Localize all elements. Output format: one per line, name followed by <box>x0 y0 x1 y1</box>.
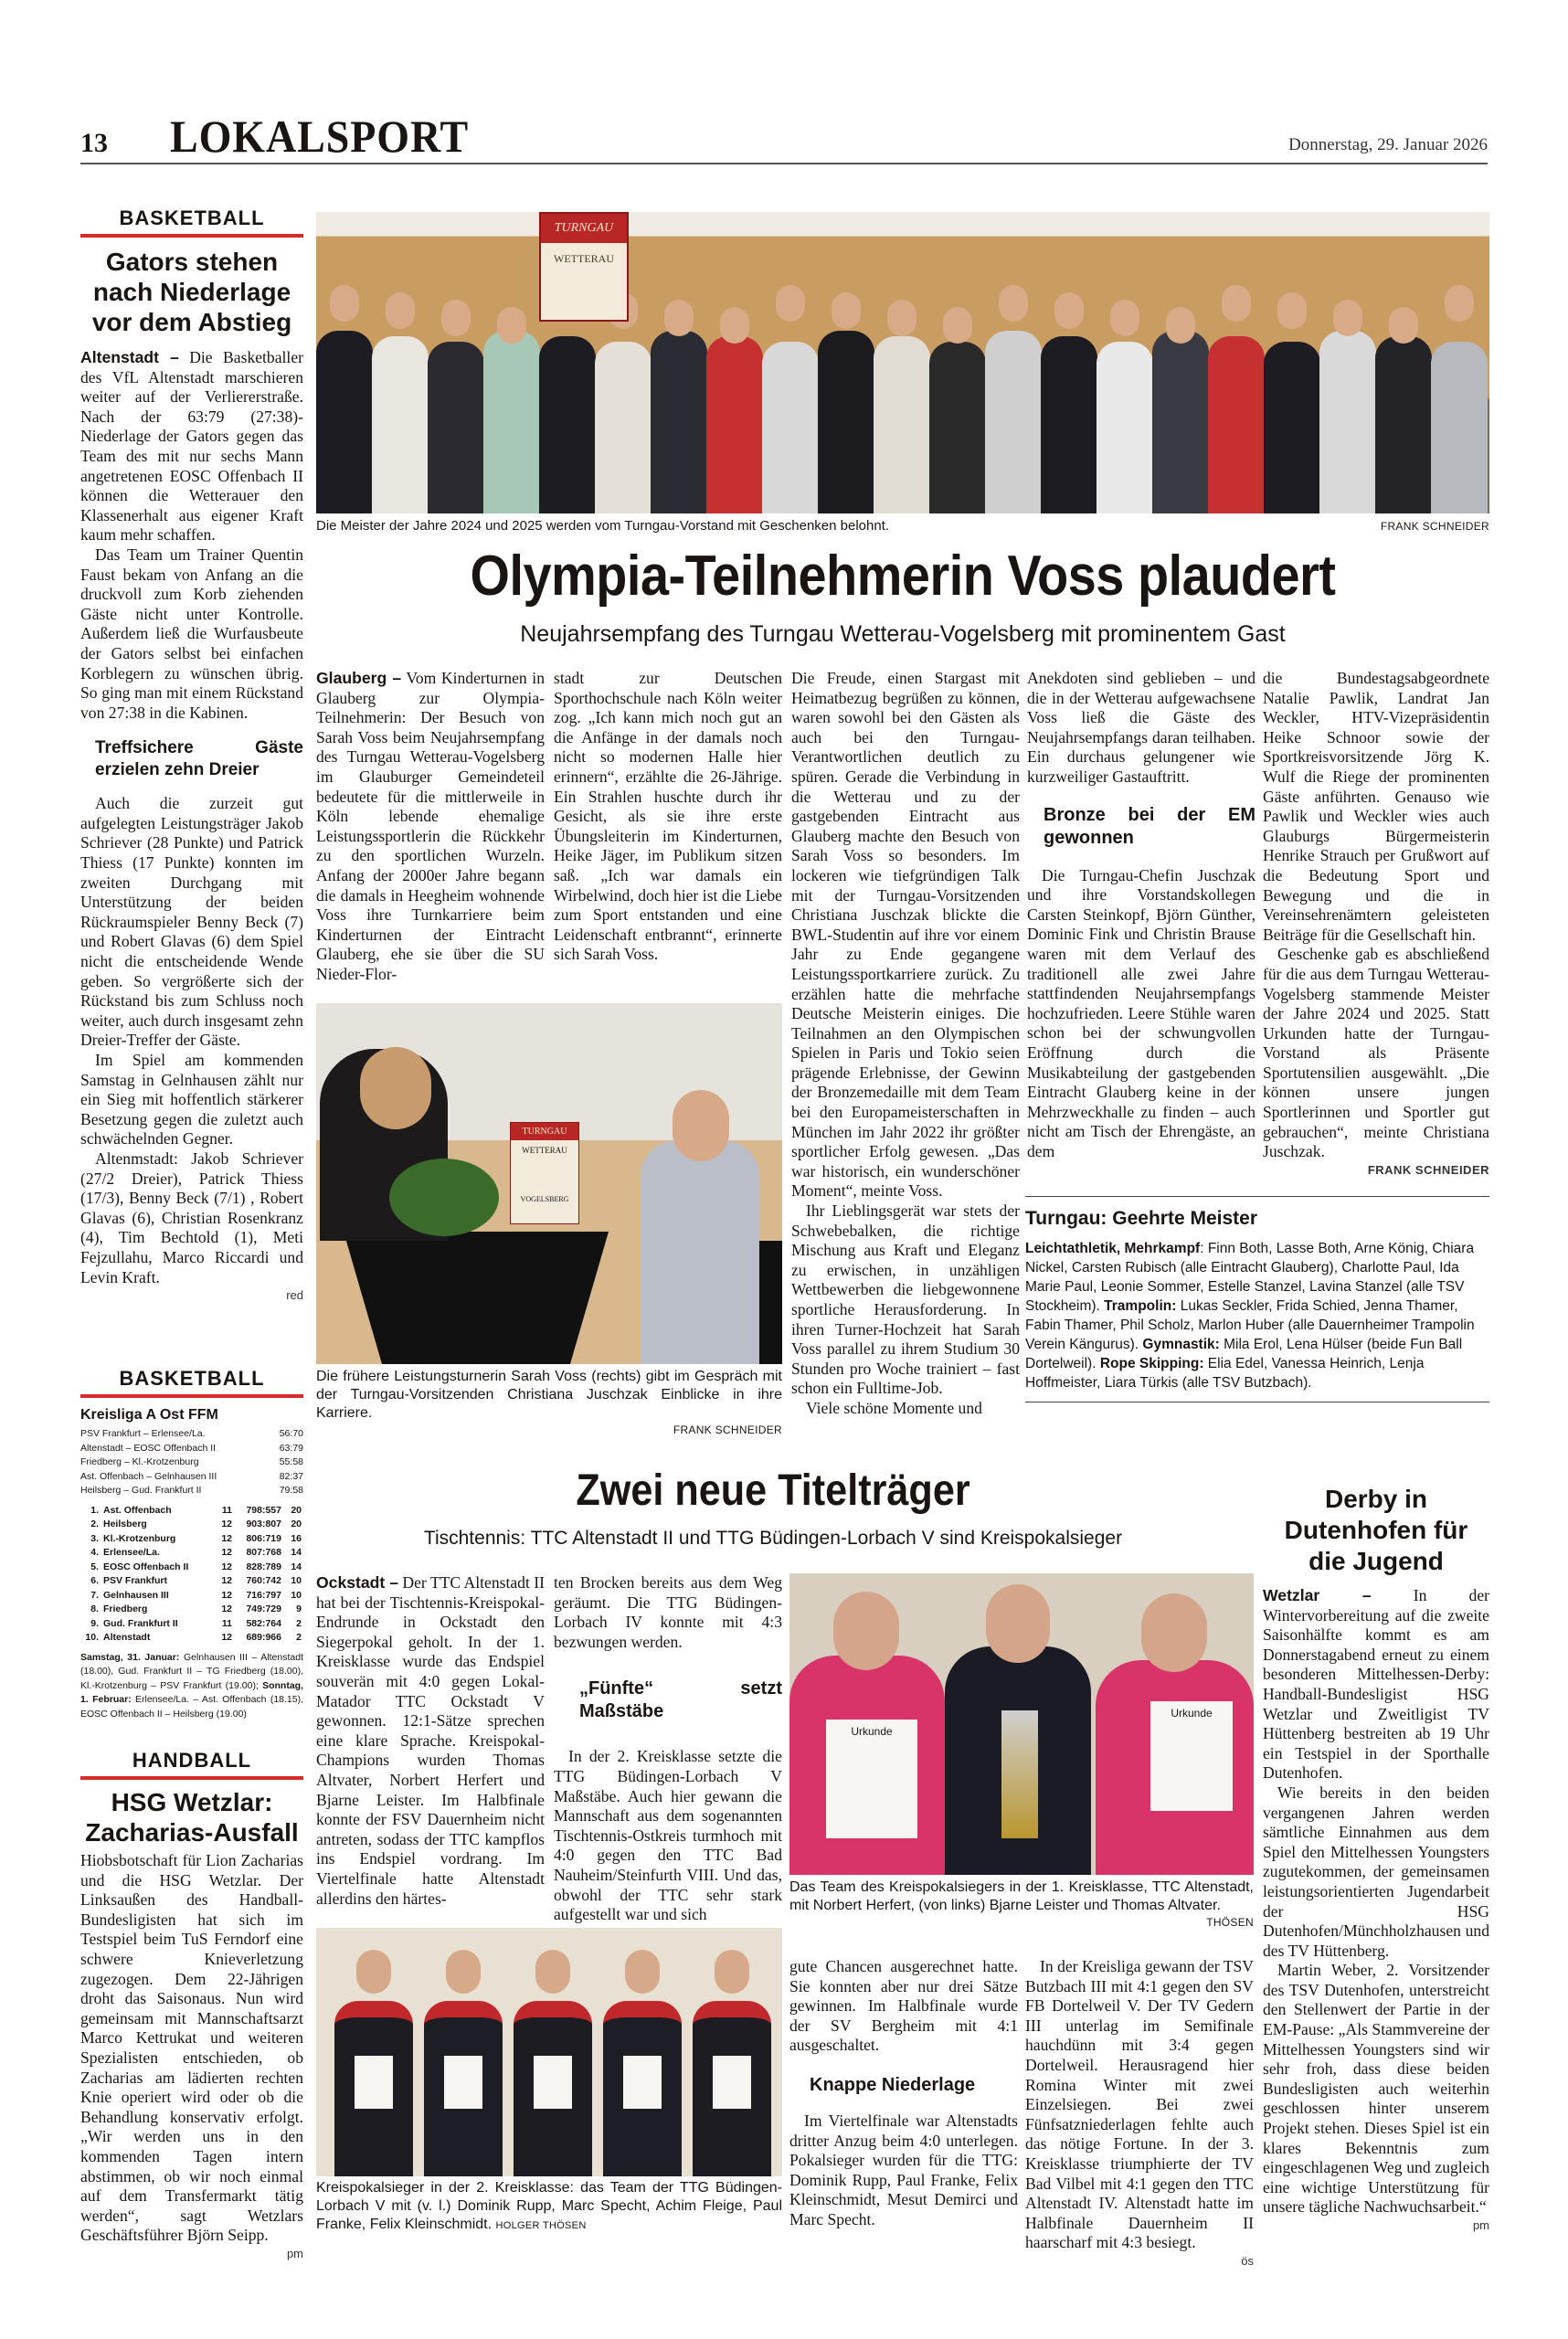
standings-row <box>80 1589 303 1603</box>
olympia-col-5 <box>1263 669 1489 1179</box>
banner-text-3: VOGELSBERG <box>520 1195 569 1203</box>
subhead: Knappe Niederlage <box>810 2074 976 2095</box>
paragraph: Vom Kinderturnen in Glauberg zur Olympia-Teilnehmerin: Der Besuch von Sarah Voss beim Neujahrsempfang des Turngau Wetterau-Vogelsberg im Glauburger Gemeindeteil bedeutete für die mittlerweile in Köln lebende ehemalige Leistungssportlerin die Rückkehr zu den sportlichen Wurzeln. Anfang der 2000er Jahre begann die damals in Heegheim wohnende Voss ihre Turnkarriere beim Kinderturnen der Eintracht Glauberg, ehe sie über die SU Nieder-Flor- <box>316 669 545 983</box>
person <box>1319 331 1376 513</box>
person <box>428 342 484 513</box>
result-row <box>80 1427 303 1442</box>
dateline: Ockstadt – <box>316 1573 398 1592</box>
person-head <box>664 300 694 336</box>
person-head <box>441 300 471 336</box>
standings-team: PSV Frankfurt <box>103 1575 168 1586</box>
result-match: Altenstadt – EOSC Offenbach II <box>80 1442 217 1454</box>
standings-games: 12 <box>221 1547 232 1558</box>
result-match: PSV Frankfurt – Erlensee/La. <box>80 1428 206 1439</box>
standings-points: 2 <box>296 1617 302 1629</box>
person-head <box>1110 300 1139 336</box>
result-score: 56:70 <box>279 1428 303 1439</box>
person-head <box>715 1950 749 1994</box>
dateline: Glauberg – <box>316 669 402 687</box>
standings-row <box>80 1561 303 1575</box>
certificate <box>444 2056 482 2109</box>
person <box>316 331 373 513</box>
standings-points: 10 <box>291 1589 302 1601</box>
banner-text-2: WETTERAU <box>554 252 614 265</box>
subheadline-olympia: Neujahrsempfang des Turngau Wetterau-Vogelsberg mit prominentem Gast <box>520 621 1286 647</box>
league-title: Kreisliga A Ost FFM <box>80 1407 218 1423</box>
standings-games: 12 <box>221 1603 232 1614</box>
podium-left <box>344 1232 609 1364</box>
olympia-col-4 <box>1027 669 1255 1161</box>
person-right <box>641 1140 759 1364</box>
person <box>1041 336 1097 513</box>
person-head <box>1277 292 1307 329</box>
paragraph: Anekdoten sind geblieben – und die in der Wetterau aufgewachsene Voss ließ die Gäste des Neujahrsempfangs daran teilhaben. Ein durchaus gelungener wie kurzweiliger Gastauftritt. <box>1027 669 1255 786</box>
photo-credit: FRANK SCHNEIDER <box>1380 520 1489 533</box>
photo-ttg-buedingen <box>316 1928 782 2176</box>
person-head <box>720 307 749 344</box>
result-match: Heilsberg – Gud. Frankfurt II <box>80 1485 202 1496</box>
paragraph: Die Basketballer des VfL Altenstadt marschieren weiter auf der Verliererstraße. Nach der 63:79 (27:38)-Niederlage der Gators gegen das Team des mit nur sechs Mann angetretenen EOSC Offenbach II können die Wetterauer den Klassenerhalt aus eigener Kraft kaum mehr schaffen. <box>80 348 303 545</box>
photo-ttc-altenstadt <box>789 1573 1254 1875</box>
person-head <box>943 307 972 344</box>
standings-team: Kl.-Krotzenburg <box>103 1532 176 1544</box>
standings-games: 11 <box>221 1617 232 1629</box>
person-head <box>1166 307 1195 344</box>
certificate-text: Urkunde <box>1171 1707 1213 1720</box>
trophy <box>1001 1710 1038 1838</box>
meister-box <box>1025 1196 1489 1402</box>
article-derby <box>1263 1484 1489 2234</box>
subheadline-tt: Tischtennis: TTC Altenstadt II und TTG Büdingen-Lorbach V sind Kreispokalsieger <box>423 1528 1123 1549</box>
photo-credit: FRANK SCHNEIDER <box>673 1424 782 1436</box>
certificate <box>1150 1701 1233 1811</box>
standings-team: Erlensee/La. <box>103 1547 160 1558</box>
standings-points: 2 <box>296 1632 302 1643</box>
article-body <box>80 1851 303 2262</box>
standings-row <box>80 1603 303 1617</box>
certificate-text: Urkunde <box>851 1725 893 1738</box>
olympia-col-2 <box>554 669 782 965</box>
standings-points-diff: 903:807 <box>246 1519 281 1529</box>
result-score: 63:79 <box>279 1442 303 1454</box>
standings-rank: 4. <box>90 1547 99 1558</box>
photo-caption <box>316 2179 782 2235</box>
paragraph: Martin Weber, 2. Vorsitzender des TSV Dutenhofen, unterstreicht den Stellenwert der Partie in der EM-Pause: „Als Stammvereine der Mittelhessen Youngsters sind wir sehr froh, dass diese beiden Bundesligisten auch weiterhin geschlossen hinter unserem Projekt stehen. Dieses Spiel ist ein klares Bekenntnis zum eingeschlagenen Weg und zugleich eine wichtige Unterstützung für unsere tägliche Nachwuchsarbeit.“ <box>1263 1961 1489 2217</box>
olympia-col-1 <box>316 669 545 985</box>
photo-caption <box>789 1879 1254 1930</box>
standings-points: 14 <box>291 1561 302 1572</box>
standings-points-diff: 807:768 <box>246 1547 281 1558</box>
person <box>595 342 652 513</box>
category-label: Rope Skipping: <box>1099 1356 1204 1371</box>
standings-team: Ast. Offenbach <box>103 1504 172 1516</box>
standings-games: 11 <box>221 1504 232 1516</box>
tt-col-4 <box>1025 1957 1254 2270</box>
article-handball <box>80 1749 303 2262</box>
person <box>651 331 707 513</box>
standings-row <box>80 1532 303 1547</box>
paragraph: Die Freude, einen Stargast mit Heimatbezug begrüßen zu können, waren sowohl bei den Gästen als auch bei den Turngau-Verantwortlichen deutlich zu spüren. Gerade die Verbindung in die Wetterau und zu der gastgebenden Eintracht aus Glauberg machte den Besuch von Sarah Voss so besonders. Im lockeren wie tiefgründigen Talk mit der Turngau-Vorsitzenden Christiana Juschzak blickte die BWL-Studentin auf ihre vor einem Jahr zu Ende gegangene Leistungssportkarriere zurück. Zu erzählen hatte die mehrfache Deutsche Meisterin einiges. Die Teilnahmen an den Olympischen Spielen in Paris und Tokio seien prägende Erlebnisse, der Gewinn der Bronzemedaille mit dem Team bei den Europameisterschaften in München im Jahr 2022 ihr größter sportlicher Erfolg gewesen. „Das war historisch, ein wunderschöner Moment“, meinte Voss. <box>791 669 1020 1201</box>
tt-col-2 <box>554 1573 782 1925</box>
person <box>1431 342 1488 513</box>
fixtures-saturday-label: Samstag, 31. Januar: <box>80 1651 180 1663</box>
person <box>1375 336 1432 513</box>
person-head <box>446 1950 481 1994</box>
standings-team: Heilsberg <box>103 1519 147 1529</box>
photo-credit: THÖSEN <box>1206 1916 1254 1929</box>
standings-points: 10 <box>291 1575 302 1586</box>
person-head <box>1222 285 1251 322</box>
person <box>874 336 930 513</box>
person-left-head <box>360 1047 431 1129</box>
banner <box>510 1122 579 1224</box>
standings-points-diff: 828:789 <box>246 1561 281 1572</box>
results-list <box>80 1427 303 1498</box>
standings-rank: 3. <box>90 1532 99 1544</box>
dateline: Wetzlar – <box>1263 1586 1372 1604</box>
author: FRANK SCHNEIDER <box>1367 1162 1489 1177</box>
meister-list <box>1025 1239 1489 1392</box>
headline-handball: HSG Wetzlar: Zacharias-Ausfall <box>85 1788 299 1847</box>
headline-tt: Zwei neue Titelträger <box>576 1466 970 1515</box>
standings-row <box>80 1518 303 1532</box>
result-score: 55:58 <box>279 1456 303 1467</box>
certificate <box>534 2056 572 2109</box>
result-match: Ast. Offenbach – Gelnhausen III <box>80 1470 217 1482</box>
standings-table <box>80 1504 303 1646</box>
person-head <box>887 300 916 336</box>
category-names: Elia Edel, Vanessa Heinrich, Lenja Hoffmeister, Liara Türkis (alle TSV Butzbach). <box>1025 1356 1425 1391</box>
photo-credit: HOLGER THÖSEN <box>495 2220 587 2231</box>
result-match: Friedberg – Kl.-Krotzenburg <box>80 1456 199 1467</box>
meister-title: Turngau: Geehrte Meister <box>1025 1208 1257 1229</box>
standings-points-diff: 749:729 <box>246 1603 281 1614</box>
standings-rank: 5. <box>90 1561 99 1572</box>
dateline: Altenstadt – <box>80 348 179 366</box>
fixtures-sunday-label: Sonntag, 1. Februar: <box>80 1679 303 1705</box>
person <box>818 331 874 513</box>
tt-col-1 <box>316 1573 545 1909</box>
paragraph: In der 2. Kreisklasse setzte die TTG Büdingen-Lorbach V Maßstäbe. Auch hier gewann die Mannschaft aus dem sogenannten Tischtennis-Ostkreis turmhoch mit 4:0 gegen den TTC Bad Nauheim/Steinfurth VIII. Und das, obwohl der TTC sehr stark aufgestellt war und sich <box>554 1747 782 1924</box>
page-number: 13 <box>80 128 108 158</box>
person <box>929 342 986 513</box>
paragraph: stadt zur Deutschen Sporthochschule nach Köln weiter zog. „Ich kann mich noch gut an die Anfänge in der damals noch nicht so modernen Halle hier erinnern“, erzählte die 26-Jährige. Ein Strahlen huschte durch ihr Gesicht, als sie ihre erste Übungsleiterin im Kinderturnen, Heike Jäger, im Publikum sitzen saß. „Ich war damals ein Wirbelwind, doch hier ist die Liebe zum Sport entstanden und eine Leidenschaft entbrannt“, erinnerte sich Sarah Voss. <box>554 669 782 964</box>
paragraph: Das Team um Trainer Quentin Faust bekam von Anfang an die druckvoll zum Korb ziehenden Gäste nicht unter Kontrolle. Außerdem ließ die Wurfausbeute der Gators selbst bei einfachen Korblegern zu wünschen übrig. So ging man mit einem Rückstand von 27:38 in die Kabinen. <box>80 545 303 722</box>
standings-team: Friedberg <box>103 1603 148 1614</box>
paragraph: Im Viertelfinale war Altenstadts dritter Anzug beim 4:0 unterlegen. Pokalsieger wurden für die TTG: Dominik Rupp, Paul Franke, Felix Kleinschmidt, Mesut Demirci und Marc Specht. <box>789 2111 1018 2228</box>
category-names: Lukas Seckler, Frida Schied, Jenna Thamer, Fabin Thamer, Phil Scholz, Marlon Huber (alle Dauernheimer Trampolin Verein Kängurus). <box>1025 1298 1475 1352</box>
paragraph: ten Brocken bereits aus dem Weg geräumt. Die TTG Büdingen-Lorbach IV konnte mit 4:3 bezwungen werden. <box>554 1573 782 1651</box>
person-head <box>497 307 526 344</box>
kicker-handball: HANDBALL <box>80 1749 303 1780</box>
banner-text: TURNGAU <box>511 1123 578 1140</box>
category-label: Trampolin: <box>1104 1298 1177 1314</box>
head <box>986 1584 1050 1663</box>
standings-team: Gud. Frankfurt II <box>103 1617 178 1629</box>
caption-text: Die frühere Leistungsturnerin Sarah Voss (rechts) gibt im Gespräch mit der Turngau-Vorsitzenden Christiana Juschzak Einblicke in ihre Karriere. <box>316 1369 782 1421</box>
olympia-col-3 <box>791 669 1020 1419</box>
certificate <box>713 2056 751 2109</box>
standings-games: 12 <box>221 1561 232 1572</box>
subhead: Treffsichere Gäste erzielen zehn Dreier <box>95 738 303 780</box>
certificate <box>355 2056 393 2109</box>
standings-points: 9 <box>296 1603 302 1614</box>
person-head <box>1445 285 1474 322</box>
person <box>985 331 1042 513</box>
subhead: Bronze bei der EM gewonnen <box>1044 804 1255 848</box>
certificate <box>826 1720 917 1838</box>
standings-points-diff: 806:719 <box>246 1532 281 1544</box>
masthead <box>80 108 1488 164</box>
person-head <box>776 285 805 322</box>
headline-derby: Derby in Dutenhofen für die Jugend <box>1284 1485 1468 1575</box>
caption-text: Die Meister der Jahre 2024 und 2025 werden vom Turngau-Vorstand mit Geschenken belohnt. <box>316 518 890 534</box>
standings-points-diff: 582:764 <box>246 1617 281 1629</box>
headline-olympia: Olympia-Teilnehmerin Voss plaudert <box>470 545 1336 608</box>
standings-team: EOSC Offenbach II <box>103 1561 189 1572</box>
paragraph: Der TTC Altenstadt II hat bei der Tischtennis-Kreispokal-Endrunde in Ockstadt den Siegerpokal geholt. In der 1. Kreisklasse wurde das Endspiel souverän mit 4:0 gegen Lokal-Matador TTC Ockstadt V gewonnen. 12:1-Sätze sprechen eine klare Sprache. Kreispokal-Champions wurden Thomas Altvater, Norbert Herfert und Bjarne Leister. Im Halbfinale konnte der FSV Dauernheim nicht antreten, sodass der TTC kampflos ins Endspiel vordrang. Im Viertelfinale hatte Altenstadt allerdins den härtes- <box>316 1573 545 1908</box>
result-score: 82:37 <box>279 1470 303 1482</box>
person <box>539 336 596 513</box>
person <box>762 342 819 513</box>
fixtures-saturday: Gelnhausen III – Altenstadt (18.00), Gud. Frankfurt II – TG Friedberg (18.00), Kl.-Krotzenburg – PSV Frankfurt (19.00); <box>80 1651 303 1691</box>
standings-rank: 9. <box>90 1617 99 1629</box>
standings-points: 14 <box>291 1547 302 1558</box>
caption-text: Kreispokalsieger in der 2. Kreisklasse: das Team der TTG Büdingen-Lorbach V mit (v. l.) Dominik Rupp, Marc Specht, Achim Fleige, Paul Franke, Felix Kleinschmidt. <box>316 2180 782 2232</box>
section-title: LOKALSPORT <box>170 111 470 162</box>
signature: pm <box>1472 2218 1489 2232</box>
person-head <box>1333 300 1362 336</box>
category-label: Gymnastik: <box>1142 1337 1220 1352</box>
standings-row <box>80 1574 303 1589</box>
standings-rank: 7. <box>90 1589 99 1601</box>
kicker-basketball: BASKETBALL <box>80 206 303 238</box>
person-right-head <box>673 1090 729 1161</box>
result-row <box>80 1484 303 1498</box>
fixtures <box>80 1651 303 1722</box>
flowers <box>389 1159 499 1236</box>
certificate <box>623 2056 662 2109</box>
paragraph: In der Wintervorbereitung auf die zweite Saisonhälfte kommt es am Donnerstagabend erneut zu einem besonderen Mittelhessen-Derby: Handball-Bundesligist HSG Wetzlar und Zweitligist TV Hüttenberg bestreiten ab 19 Uhr ein Testspiel in der Sporthalle Dutenhofen. <box>1263 1586 1489 1783</box>
issue-date: Donnerstag, 29. Januar 2026 <box>1288 135 1488 154</box>
tt-col-3 <box>789 1957 1018 2230</box>
person-head <box>330 285 359 322</box>
person-head <box>1054 292 1084 329</box>
signature: pm <box>286 2246 303 2260</box>
standings-row <box>80 1546 303 1561</box>
standings-rank: 2. <box>90 1519 99 1529</box>
kicker-basketball-2: BASKETBALL <box>80 1367 303 1398</box>
standings-rank: 1. <box>90 1504 99 1516</box>
person-head <box>535 1950 570 1994</box>
article-body <box>80 348 303 1304</box>
person-head <box>1389 307 1418 344</box>
head <box>833 1592 899 1670</box>
league-table-box <box>80 1367 303 1721</box>
person <box>706 336 763 513</box>
person-head <box>999 285 1028 322</box>
standings-points-diff: 760:742 <box>246 1575 281 1586</box>
standings-games: 12 <box>221 1532 232 1544</box>
result-row <box>80 1470 303 1485</box>
person <box>372 336 429 513</box>
result-score: 79:58 <box>279 1485 303 1496</box>
person <box>483 331 540 513</box>
paragraph: Auch die zurzeit gut aufgelegten Leistungsträger Jakob Schriever (28 Punkte) und Patrick Thiess (17 Punkte) konnten im zweiten Durchgang mit Unterstützung der beiden Rückraumspieler Benny Beck (7) und Robert Glavas (6) dem Spiel nicht die entscheidende Wende geben. So vergrößerte sich der Rückstand bis zum Schluss noch weiter, auch durch insgesamt zehn Dreier-Treffer der Gäste. <box>80 794 303 1050</box>
caption-text: Das Team des Kreispokalsiegers in der 1. Kreisklasse, TTC Altenstadt, mit Norbert Herfert, (von links) Bjarne Leister und Thomas Altvater. <box>789 1879 1254 1913</box>
person <box>1152 331 1209 513</box>
standings-row <box>80 1617 303 1632</box>
category-label: Leichtathletik, Mehrkampf <box>1025 1241 1201 1256</box>
standings-rank: 8. <box>90 1603 99 1614</box>
subhead: „Fünfte“ setzt Maßstäbe <box>579 1678 782 1722</box>
standings-team: Altenstadt <box>103 1632 151 1643</box>
group-people <box>316 267 1489 513</box>
paragraph: Im Spiel am kommenden Samstag in Gelnhausen zählt nur ein Sieg mit hoffentlich stärkerer Besetzung gegen die zuletzt auch schwächelnden Gegner. <box>80 1051 303 1148</box>
person-head <box>625 1950 660 1994</box>
fixtures-sunday: Erlensee/La. – Ast. Offenbach (18.15), EOSC Offenbach II – Heilsberg (19.00) <box>80 1694 304 1720</box>
category-names: : Finn Both, Lasse Both, Arne König, Chiara Nickel, Carsten Rubisch (alle Eintracht Glauberg), Charlotte Paul, Ida Marie Paul, Leonie Sommer, Estelle Stanzel, Lavina Stanzel (alle TSV Stockheim). <box>1025 1241 1475 1314</box>
paragraph: Viele schöne Momente und <box>806 1398 982 1417</box>
person <box>1097 342 1153 513</box>
photo-caption <box>316 517 1489 535</box>
head <box>1141 1593 1207 1672</box>
result-row <box>80 1455 303 1470</box>
standings-games: 12 <box>221 1632 232 1643</box>
standings-games: 12 <box>221 1589 232 1601</box>
person-head <box>832 292 861 329</box>
signature: ös <box>1241 2253 1254 2268</box>
paragraph: Hiobsbotschaft für Lion Zacharias und die HSG Wetzlar. Der Linksaußen des Handball-Bundesligisten hat sich im Testspiel beim TuS Ferndorf eine schwere Knieverletzung zugezogen. Dem 22-Jährigen droht das Saisonaus. Nun wird gemeinsam mit Mannschaftsarzt Marco Kettrukat und weiteren Spezialisten entschieden, ob Zacharias am lädierten rechten Knie operiert wird oder ob die Behandlung konservativ erfolgt. „Wir werden uns in den kommenden Tagen intern abstimmen, ob wir noch einmal auf dem Transfermarkt tätig werden“, sagt Wetzlars Geschäftsführer Björn Seipp. <box>80 1851 303 2245</box>
person-head <box>386 292 415 329</box>
standings-points-diff: 716:797 <box>246 1589 281 1601</box>
article-gators <box>80 206 303 1304</box>
banner <box>539 212 629 322</box>
photo-caption <box>316 1368 782 1437</box>
standings-points: 20 <box>291 1519 302 1529</box>
standings-rank: 10. <box>85 1632 99 1643</box>
paragraph: gute Chancen ausgerechnet hatte. Sie konnten aber nur drei Sätze gewinnen. Im Halbfinale wurde der SV Bergheim mit 4:1 ausgeschaltet. <box>789 1957 1018 2055</box>
paragraph: Die Turngau-Chefin Juschzak und ihre Vorstandskollegen Carsten Steinkopf, Björn Günther, Dominic Fink und Christin Brause waren mit dem Verlauf des traditionell alle zwei Jahre stattfindenden Neujahrsempfangs hochzufrieden. Leere Stühle waren schon bei der schwungvollen Eröffnung durch die Musikabteilung der gastgebenden Eintracht Glauberg keine in der Mehrzweckhalle zu finden – auch nicht am Tisch der Ehrengäste, an dem <box>1027 865 1255 1160</box>
paragraph: die Bundestagsabgeordnete Natalie Pawlik, Landrat Jan Weckler, HTV-Vizepräsidentin Heike Schnoor sowie der Sportkreisvorsitzende Jörg K. Wulf die Riege der prominenten Gäste anführten. Genauso wie Pawlik und Weckler wies auch Glauburgs Bürgermeisterin Henrike Strauch per Grußwort auf die Bedeutung Sport und Bewegung und die in Vereinsehrenämtern geleisteten Beiträge für die Gesellschaft hin. <box>1263 669 1489 944</box>
standings-points: 20 <box>291 1504 302 1516</box>
standings-points-diff: 798:557 <box>246 1504 281 1516</box>
category-names: Mila Erol, Lena Hülser (beide Fun Ball Dortelweil). <box>1025 1337 1463 1371</box>
photo-group-meister <box>316 212 1489 513</box>
banner-text-2: WETTERAU <box>522 1146 567 1155</box>
headline-gators: Gators stehen nach Niederlage vor dem Abstieg <box>91 248 292 336</box>
team-people <box>316 1928 782 2176</box>
photo-voss-interview <box>316 1003 782 1364</box>
paragraph: Ihr Lieblingsgerät war stets der Schwebebalken, die richtige Mischung aus Kraft und Eleganz zu erwischen, in unzähligen Wettbewerben die liebgewonnene sportliche Herausforderung. In ihren Turner-Hochzeit hat Sarah Voss parallel zu ihrem Studium 30 Stunden pro Woche trainiert – fast schon ein Fulltime-Job. <box>791 1201 1020 1398</box>
person-head <box>356 1950 391 1994</box>
paragraph: Geschenke gab es abschließend für die aus dem Turngau Wetterau-Vogelsberg stammende Meister der Jahre 2024 und 2025. Statt Urkunden hatte der Turngau-Vorstand als Präsente Sportutensilien ausgewählt. „Die können unsere jungen Sportlerinnen und Sportler gut gebrauchen“, meinte Christiana Juschzak. <box>1263 945 1489 1161</box>
result-row <box>80 1442 303 1456</box>
signature: red <box>286 1288 303 1303</box>
standings-games: 12 <box>221 1575 232 1586</box>
person <box>1208 336 1265 513</box>
standings-rank: 6. <box>90 1575 99 1586</box>
banner-text: TURNGAU <box>541 214 627 243</box>
standings-row <box>80 1631 303 1646</box>
standings-points: 16 <box>291 1532 302 1544</box>
paragraph: In der Kreisliga gewann der TSV Butzbach III mit 4:1 gegen den SV FB Dortelweil V. Der TV Gedern III unterlag im Semifinale hauchdünn mit 3:4 gegen Dortelweil. Herausragend hier Romina Winter mit zwei Einzelsiegen. Bei zwei Fünfsatzniederlagen fehlte auch das nötige Fortune. In der 3. Kreisklasse triumphierte der TV Bad Vilbel mit 4:1 gegen den TTC Altenstadt IV. Altenstadt hatte im Halbfinale Dauernheim II haarscharf mit 4:3 besiegt. <box>1025 1957 1254 2252</box>
standings-row <box>80 1504 303 1519</box>
standings-games: 12 <box>221 1519 232 1529</box>
paragraph: Wie bereits in den beiden vergangenen Jahren werden sämtliche Einnahmen aus dem Spiel den Mittelhessen Youngsters zugutekommen, der gemeinsamen leistungsorientierten Jugendarbeit der HSG Dutenhofen/Münchholzhausen und des TV Hüttenberg. <box>1263 1783 1489 1960</box>
standings-points-diff: 689:966 <box>246 1632 281 1643</box>
paragraph: Altenmstadt: Jakob Schriever (27/2 Dreier), Patrick Thiess (17/3), Benny Beck (7/1) , Robert Glavas (6), Christian Rosenkranz (4), Tim Bechtold (1), Meti Fejzullahu, Marco Riccardi und Levin Kraft. <box>80 1148 303 1286</box>
standings-team: Gelnhausen III <box>103 1589 169 1601</box>
person <box>1264 342 1320 513</box>
